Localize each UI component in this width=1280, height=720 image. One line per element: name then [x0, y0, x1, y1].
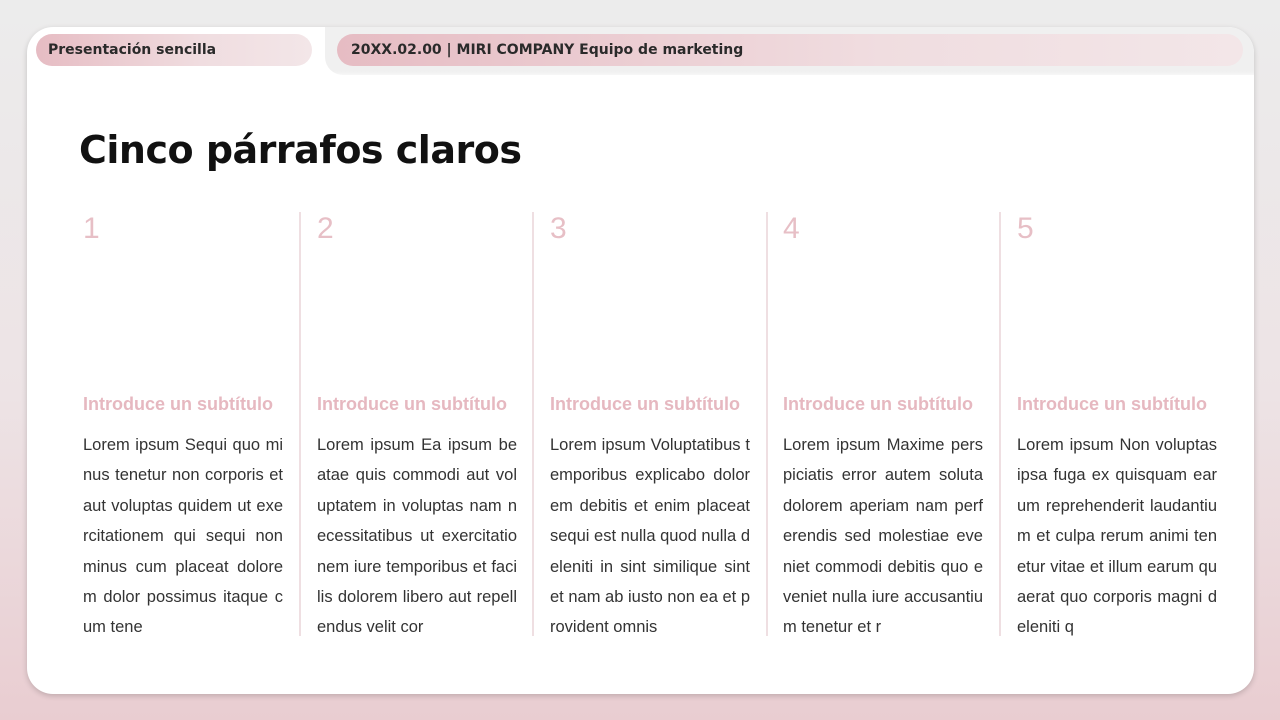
column-body-text: Lorem ipsum Voluptatibus temporibus explicabo dolorem debitis et enim placeat sequi est nulla quod nulla deleniti in sint similique sint et nam ab iusto non ea et provident omnis	[550, 436, 750, 637]
column-divider	[299, 212, 301, 636]
column-subtitle: Introduce un subtítulo	[550, 394, 740, 414]
paragraph-column-2	[317, 212, 517, 636]
column-subtitle: Introduce un subtítulo	[1017, 394, 1207, 414]
company-info-label: 20XX.02.00 | MIRI COMPANY Equipo de marketing	[351, 42, 744, 58]
column-body-text: Lorem ipsum Non voluptas ipsa fuga ex quisquam earum reprehenderit laudantium et culpa rerum animi tenetur vitae et illum earum quaerat quo corporis magni deleniti q	[1017, 436, 1217, 637]
column-body-text: Lorem ipsum Maxime perspiciatis error autem soluta dolorem aperiam nam perferendis sed molestiae eveniet commodi debitis quo eveniet nulla iure accusantium tenetur et r	[783, 436, 983, 637]
column-body-text: Lorem ipsum Ea ipsum beatae quis commodi aut voluptatem in voluptas nam necessitatibus ut exercitationem iure temporibus et facilis dolorem libero aut repellendus velit cor	[317, 436, 517, 637]
presentation-label-pill	[36, 34, 312, 66]
column-divider	[532, 212, 534, 636]
column-number: 5	[1017, 212, 1034, 245]
column-number: 3	[550, 212, 567, 245]
paragraph-column-3	[550, 212, 750, 636]
company-info-pill	[337, 34, 1243, 66]
paragraph-column-5	[1017, 212, 1217, 636]
paragraph-column-4	[783, 212, 983, 636]
slide-title: Cinco párrafos claros	[79, 128, 522, 172]
column-subtitle: Introduce un subtítulo	[783, 394, 973, 414]
column-divider	[766, 212, 768, 636]
column-number: 4	[783, 212, 800, 245]
column-divider	[999, 212, 1001, 636]
column-body-text: Lorem ipsum Sequi quo minus tenetur non corporis et aut voluptas quidem ut exercitationem qui sequi non minus cum placeat dolorem dolor possimus itaque cum tene	[83, 436, 283, 637]
column-subtitle: Introduce un subtítulo	[317, 394, 507, 414]
presentation-label: Presentación sencilla	[48, 42, 217, 58]
column-subtitle: Introduce un subtítulo	[83, 394, 273, 414]
column-number: 2	[317, 212, 334, 245]
column-number: 1	[83, 212, 100, 245]
paragraph-column-1	[83, 212, 283, 636]
